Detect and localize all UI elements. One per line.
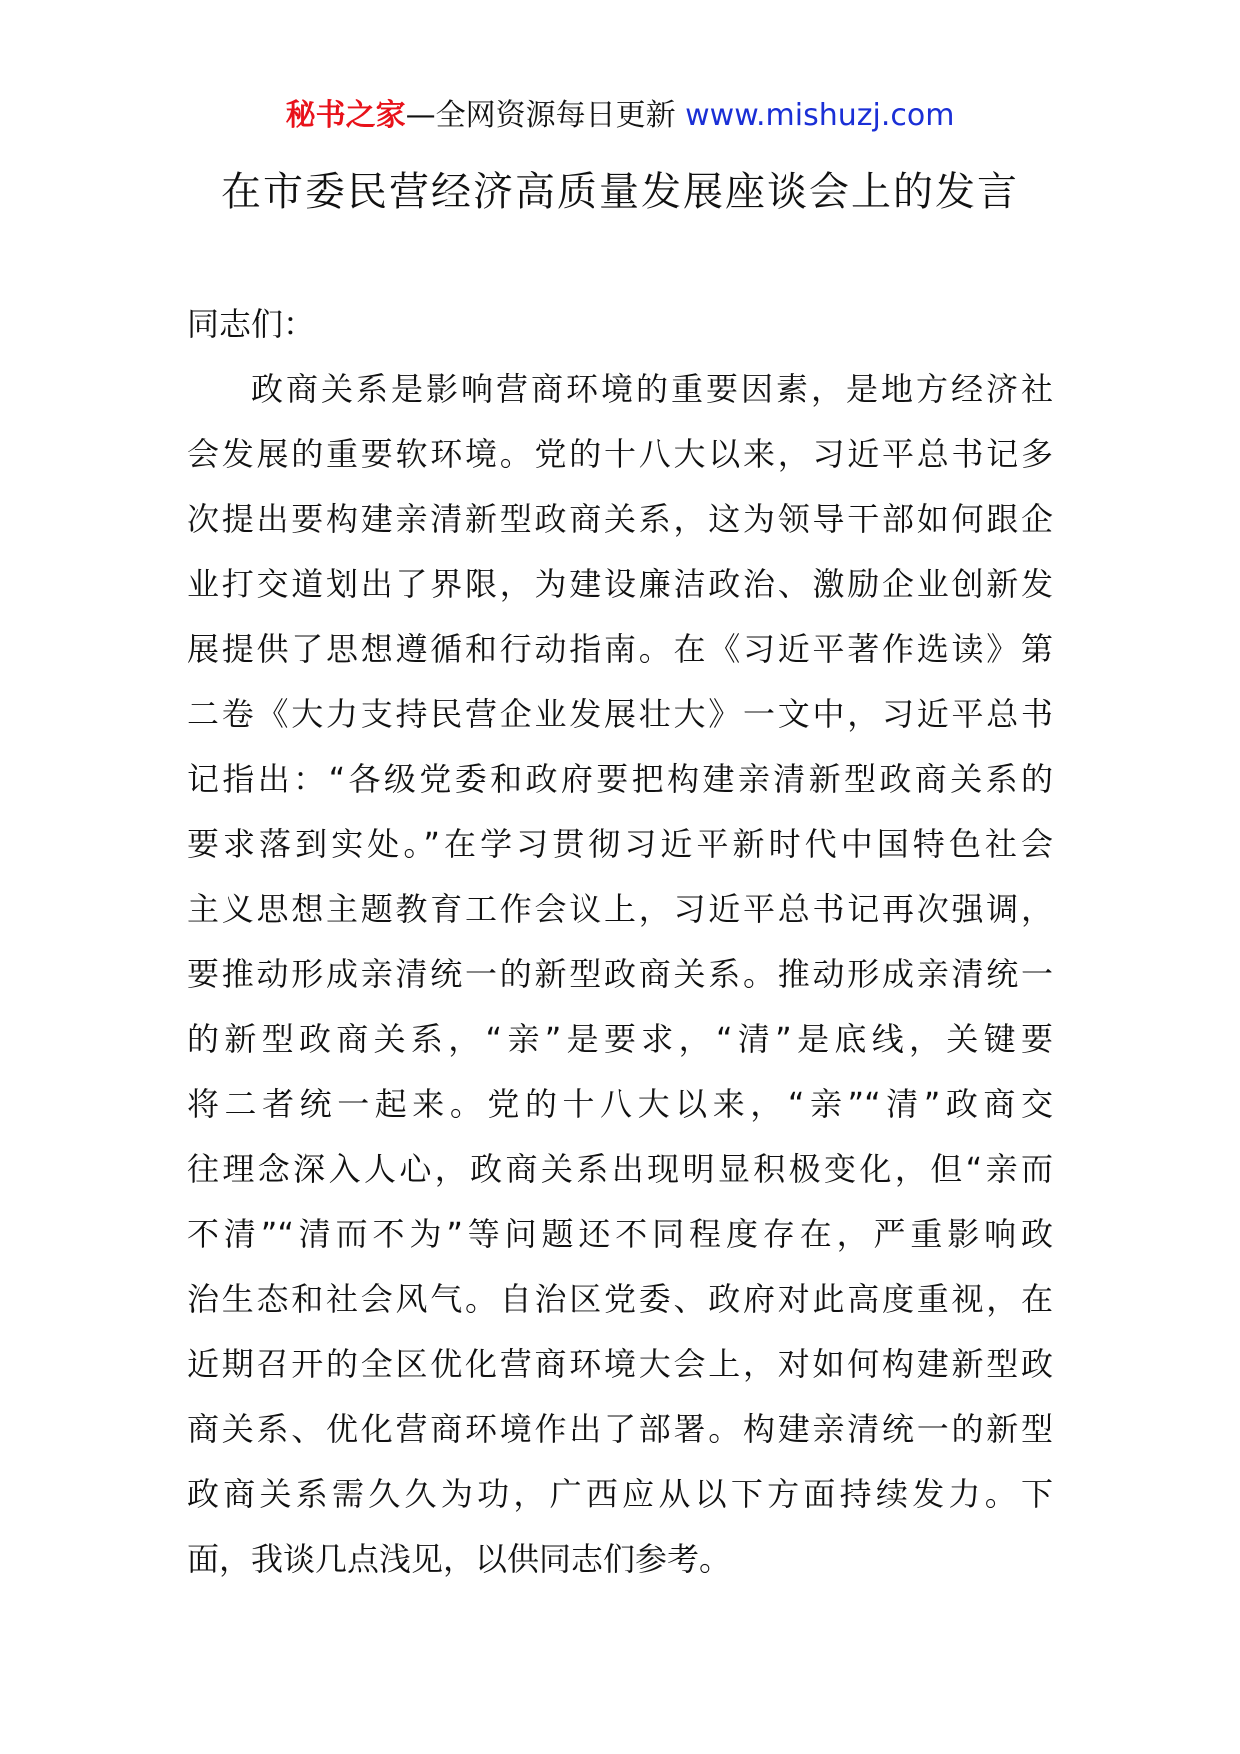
paragraph-line: 主义思想主题教育工作会议上，习近平总书记再次强调， bbox=[187, 890, 1053, 928]
paragraph-line: 记指出：“各级党委和政府要把构建亲清新型政商关系的 bbox=[187, 760, 1053, 798]
paragraph-line: 展提供了思想遵循和行动指南。在《习近平著作选读》第 bbox=[187, 630, 1053, 668]
paragraph-line: 业打交道划出了界限，为建设廉洁政治、激励企业创新发 bbox=[187, 565, 1053, 603]
paragraph-line: 近期召开的全区优化营商环境大会上，对如何构建新型政 bbox=[187, 1345, 1053, 1383]
paragraph-line: 的新型政商关系，“亲”是要求，“清”是底线，关键要 bbox=[187, 1020, 1053, 1058]
paragraph-line: 治生态和社会风气。自治区党委、政府对此高度重视，在 bbox=[187, 1280, 1053, 1318]
paragraph-line: 将二者统一起来。党的十八大以来，“亲”“清”政商交 bbox=[187, 1085, 1053, 1123]
paragraph-line: 要求落到实处。”在学习贯彻习近平新时代中国特色社会 bbox=[187, 825, 1053, 863]
salutation: 同志们： bbox=[187, 305, 316, 343]
paragraph-line: 次提出要构建亲清新型政商关系，这为领导干部如何跟企 bbox=[187, 500, 1053, 538]
document-title: 在市委民营经济高质量发展座谈会上的发言 bbox=[221, 169, 1019, 215]
paragraph-line: 会发展的重要软环境。党的十八大以来，习近平总书记多 bbox=[187, 435, 1053, 473]
paragraph-line: 不清”“清而不为”等问题还不同程度存在，严重影响政 bbox=[187, 1215, 1053, 1253]
paragraph-line: 面，我谈几点浅见，以供同志们参考。 bbox=[187, 1540, 732, 1578]
paragraph-line: 政商关系是影响营商环境的重要因素，是地方经济社 bbox=[251, 370, 1053, 408]
paragraph-line: 政商关系需久久为功，广西应从以下方面持续发力。下 bbox=[187, 1475, 1053, 1513]
paragraph-line: 往理念深入人心，政商关系出现明显积极变化，但“亲而 bbox=[187, 1150, 1053, 1188]
paragraph-line: 商关系、优化营商环境作出了部署。构建亲清统一的新型 bbox=[187, 1410, 1053, 1448]
paragraph-line: 要推动形成亲清统一的新型政商关系。推动形成亲清统一 bbox=[187, 955, 1053, 993]
document-body bbox=[187, 292, 1053, 1592]
site-url-link[interactable]: www.mishuzj.com bbox=[685, 98, 955, 133]
site-banner bbox=[0, 96, 1240, 136]
banner-tagline: —全网资源每日更新 bbox=[405, 98, 676, 133]
paragraph-line: 二卷《大力支持民营企业发展壮大》一文中，习近平总书 bbox=[187, 695, 1053, 733]
brand-name: 秘书之家 bbox=[285, 98, 406, 133]
